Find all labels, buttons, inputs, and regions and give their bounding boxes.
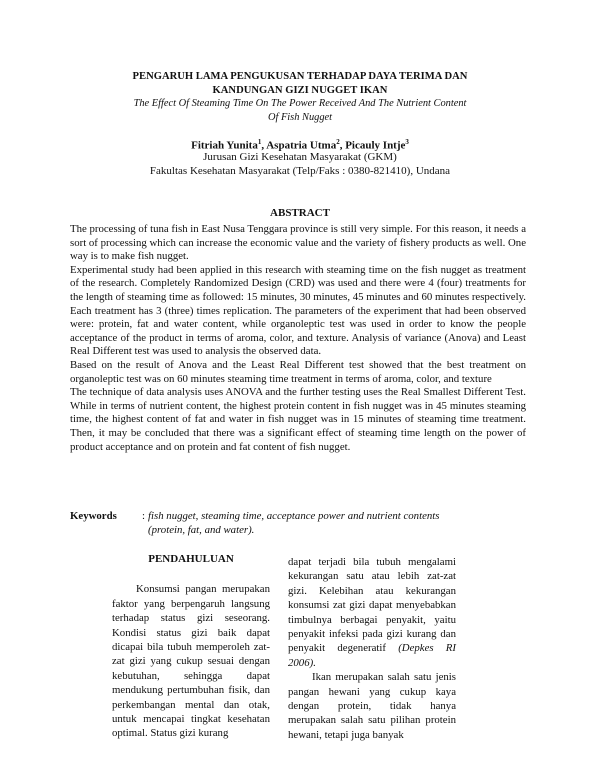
section-heading: PENDAHULUAN [148,553,234,565]
paper-title-line-2: KANDUNGAN GIZI NUGGET IKAN [212,85,388,96]
abstract-body [70,223,526,454]
author-3-sup: 3 [405,138,409,146]
abstract-paragraph-4: The technique of data analysis uses ANOVA and the further testing uses the Real Smallest Different Test. While in terms of nutrient content, the highest protein content in fish nugget was in 45 minutes steaming time, the highest content of fat and water in fish nugget was in 15 minutes of steaming time treatment. Then, it may be concluded that there was a significant effect of steaming time length on the power of product acceptance and on protein and fat content of fish nugget. [70,386,526,453]
english-title-line-1: The Effect Of Steaming Time On The Power Received And The Nutrient Content [133,98,467,109]
affiliation-line-1: Jurusan Gizi Kesehatan Masyarakat (GKM) [203,151,397,163]
author-sep: , [339,139,346,152]
affiliation-line-2: Fakultas Kesehatan Masyarakat (Telp/Faks : 0380-821410), Undana [149,165,451,177]
english-title-line-2: Of Fish Nugget [267,112,333,123]
abstract-heading: ABSTRACT [270,207,330,219]
body-paragraph [288,555,456,670]
paper-title-line-1: PENGARUH LAMA PENGUKUSAN TERHADAP DAYA TERIMA DAN [132,71,468,82]
keywords-label: Keywords [70,510,117,522]
author-1-sup: 1 [257,138,262,146]
body-paragraph: Ikan merupakan salah satu jenis pangan hewani yang cukup kaya dengan protein, tidak hanya merupakan salah satu pilihan protein hewani, tetapi juga banyak [288,671,456,741]
keywords-colon: : [142,510,145,522]
body-column-right [288,555,456,742]
body-paragraph: Konsumsi pangan merupakan faktor yang berpengaruh langsung terhadap status gizi seseorang. Kondisi status gizi baik dapat dicapai bila tubuh memperoleh zat-zat gizi yang cukup sesuai dengan kebutuhan, sehingga dapat mendukung pertumbuhan fisik, dan perkembangan mental dan otak, untuk mencapai tingkat kesehatan optimal. Status gizi kurang [112,583,270,740]
abstract-paragraph-2: Experimental study had been applied in this research with steaming time on the fish nugget as treatment of the research. Completely Randomized Design (CRD) was used and there were 4 (four) treatments for the length of steaming time as followed: 15 minutes, 30 minutes, 45 minutes and 60 minutes respectively. Each treatment has 3 (three) times replication. The parameters of the experiment that had been observed were: protein, fat and water content, while organoleptic test was used in order to know the people acceptance of the product in terms of aroma, color, and texture. Analysis of variance (Anova) and Least Real Different test was used to analysis the observed data. [70,263,526,358]
author-sep: , [261,139,267,152]
author-1: Fitriah Yunita [191,139,258,152]
author-2-sup: 2 [336,138,340,146]
citation: (Depkes RI 2006). [288,642,456,669]
abstract-paragraph-3: Based on the result of Anova and the Least Real Different test showed that the best treatment on organoleptic test was on 60 minutes steaming time treatment in terms of aroma, color, and texture [70,358,526,385]
body-column-left [112,552,270,741]
keywords-text: fish nugget, steaming time, acceptance power and nutrient contents (protein, fat, and water). [148,510,440,536]
abstract-paragraph-1: The processing of tuna fish in East Nusa Tenggara province is still very simple. For this reason, it needs a sort of processing which can increase the economic value and the variety of fishery products as well. One way is to make fish nugget. [70,223,526,263]
author-2: Aspatria Utma [266,139,337,152]
body-paragraph-text: dapat terjadi bila tubuh mengalami kekurangan satu atau lebih zat-zat gizi. Kelebihan atau kekurangan konsumsi zat gizi dapat menyebabkan timbulnya berbagai penyakit, yaitu penyakit infeksi pada gizi kurang dan penyakit degeneratif [288,556,456,655]
author-3: Picauly Intje [345,139,406,152]
